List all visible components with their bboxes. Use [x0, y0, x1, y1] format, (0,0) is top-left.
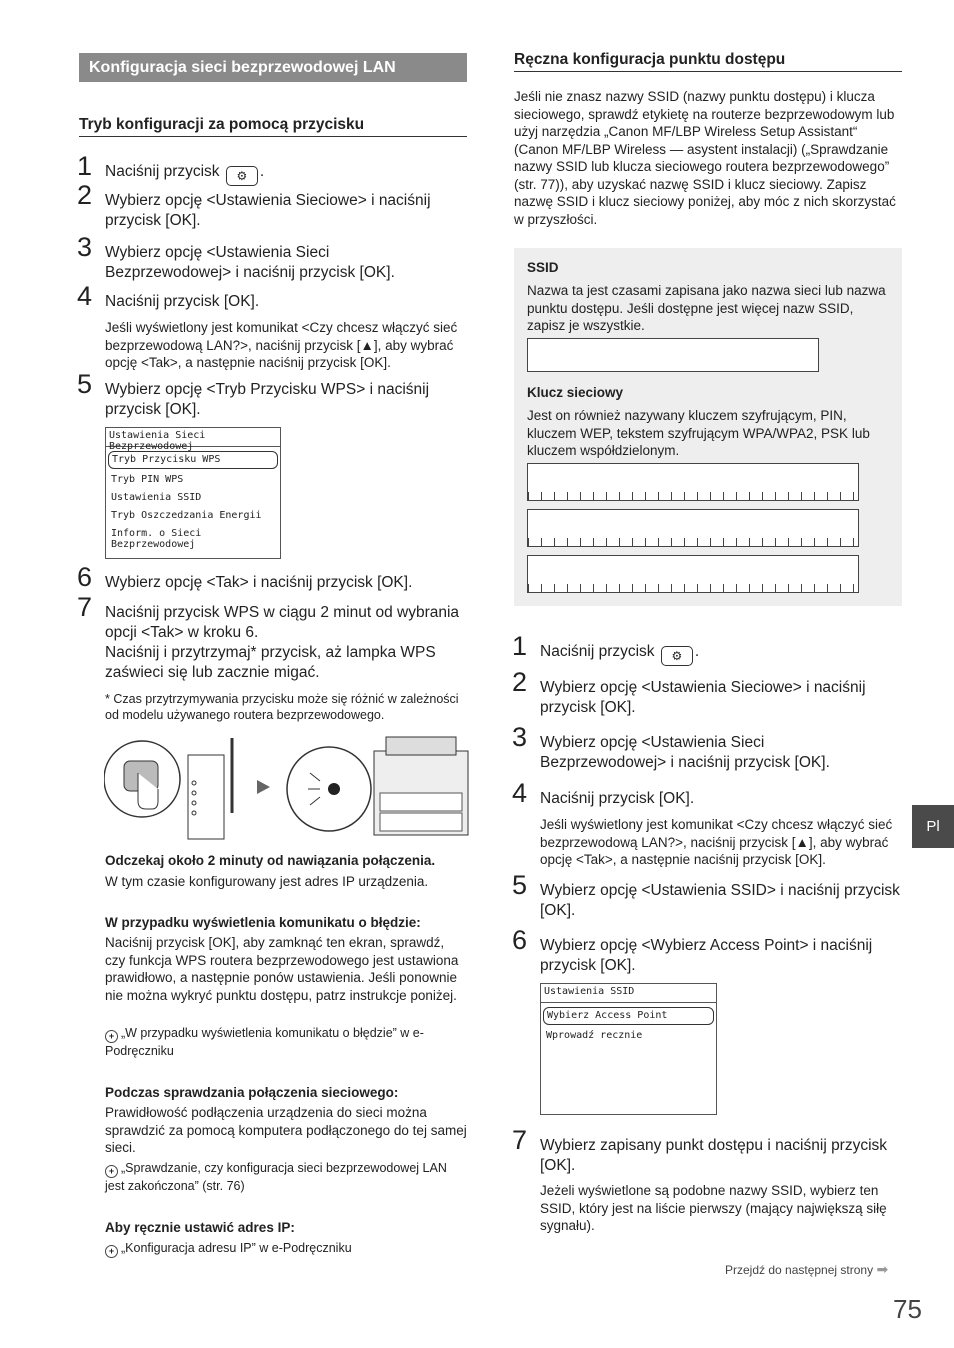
error-title: W przypadku wyświetlenia komunikatu o błędzie: — [105, 915, 421, 930]
right-step-1: 1 Naciśnij przycisk ⚙ . — [540, 642, 902, 666]
ip-title: Aby ręcznie ustawić adres IP: — [105, 1220, 295, 1235]
left-step-3: 3 Wybierz opcję <Ustawienia Sieci Bezprzewodowej> i naciśnij przycisk [OK]. — [77, 232, 395, 281]
left-step-2: 2 Wybierz opcję <Ustawienia Sieciowe> i naciśnij przycisk [OK]. — [77, 180, 431, 229]
check-title: Podczas sprawdzania połączenia sieciowego: — [105, 1085, 399, 1100]
reference-icon: + — [105, 1030, 118, 1043]
left-step-4: 4 Naciśnij przycisk [OK]. — [77, 281, 260, 311]
wait-text: W tym czasie konfigurowany jest adres IP urządzenia. — [105, 874, 429, 889]
lcd-item: Tryb PIN WPS — [111, 474, 184, 485]
right-step-6: 6 Wybierz opcję <Wybierz Access Point> i naciśnij przycisk [OK]. — [512, 925, 873, 974]
right-step-4: 4 Naciśnij przycisk [OK]. — [512, 778, 695, 808]
ip-ref: + „Konfiguracja adresu IP” w e-Podręczniku — [105, 1240, 467, 1258]
ssid-text: Nazwa ta jest czasami zapisana jako nazwa sieci lub nazwa punktu dostępu. Jeśli dostępne jest więcej nazw SSID, zapisz je wszystkie. — [527, 283, 886, 333]
lcd-ssid-settings — [540, 983, 717, 1115]
lcd-item: Ustawienia SSID — [111, 492, 202, 503]
section-title: Konfiguracja sieci bezprzewodowej LAN — [79, 53, 467, 82]
left-step-5: 5 Wybierz opcję <Tryb Przycisku WPS> i naciśnij przycisk [OK]. — [77, 369, 430, 418]
right-step-2: 2 Wybierz opcję <Ustawienia Sieciowe> i naciśnij przycisk [OK]. — [512, 667, 866, 716]
error-text: Naciśnij przycisk [OK], aby zamknąć ten ekran, sprawdź, czy funkcja WPS routera bezprzewodowego jest ustawiona prawidłowo, a następnie ponów ustawienia. Jeśli ponownie nie można wykryć punktu dostępu, patrz instrukcje poniżej. — [105, 935, 459, 1003]
left-step-6: 6 Wybierz opcję <Tak> i naciśnij przycisk [OK]. — [77, 562, 413, 592]
menu-key-icon: ⚙ — [226, 166, 258, 186]
key-write-field — [527, 509, 859, 547]
left-step-4-note: Jeśli wyświetlony jest komunikat <Czy chcesz włączyć sieć bezprzewodową LAN?>, naciśnij przycisk [▲], aby wybrać opcję <Tak>, a następnie naciśnij przycisk [OK]. — [105, 320, 458, 370]
lcd-item-selected: Tryb Przycisku WPS — [108, 451, 278, 469]
right-subhead: Ręczna konfiguracja punktu dostępu — [514, 51, 902, 72]
key-write-field — [527, 555, 859, 593]
right-step-4-note: Jeśli wyświetlony jest komunikat <Czy chcesz włączyć sieć bezprzewodową LAN?>, naciśnij przycisk [▲], aby wybrać opcję <Tak>, a następnie naciśnij przycisk [OK]. — [540, 817, 893, 867]
reference-icon: + — [105, 1165, 118, 1178]
left-subhead: Tryb konfiguracji za pomocą przycisku — [79, 116, 467, 137]
key-text: Jest on również nazywany kluczem szyfrującym, PIN, kluczem WEP, tekstem szyfrującym WPA/WPA2, PSK lub kluczem współdzielonym. — [527, 408, 870, 458]
arrow-icon — [257, 780, 270, 794]
right-intro: Jeśli nie znasz nazwy SSID (nazwy punktu dostępu) i klucza sieciowego, sprawdź etykietę na routerze bezprzewodowym lub użyj narzędzia „Canon MF/LBP Wireless Setup Assistant“ (Canon MF/LBP Wireless — asystent instalacji) („Sprawdzanie nazwy SSID lub klucza sieciowego routera bezprzewodowego” (str. 77)), aby uzyskać nazwę SSID i klucz sieciowy. Zapisz nazwę SSID i klucz sieciowy poniżej, aby móc z nich skorzystać w przyszłości. — [514, 89, 896, 227]
reference-icon: + — [105, 1245, 118, 1258]
right-step-3: 3 Wybierz opcję <Ustawienia Sieci Bezprzewodowej> i naciśnij przycisk [OK]. — [512, 722, 830, 771]
left-step-7: 7 Naciśnij przycisk WPS w ciągu 2 minut od wybrania opcji <Tak> w kroku 6. Naciśnij i przytrzymaj* przycisk, aż lampka WPS zaświeci się lub zacznie migać. — [77, 592, 460, 681]
footnote: * Czas przytrzymywania przycisku może się różnić w zależności od modelu używanego routera bezprzewodowego. — [105, 692, 459, 722]
check-ref: + „Sprawdzanie, czy konfiguracja sieci bezprzewodowej LAN jest zakończona” (str. 76) — [105, 1161, 447, 1193]
ssid-write-field — [527, 338, 819, 372]
right-step-5: 5 Wybierz opcję <Ustawienia SSID> i naciśnij przycisk [OK]. — [512, 870, 900, 919]
lcd-header: Ustawienia SSID — [541, 984, 716, 1003]
router-icon — [188, 755, 224, 839]
wait-title: Odczekaj około 2 minuty od nawiązania połączenia. — [105, 853, 436, 868]
lcd-item: Tryb Oszczedzania Energii — [111, 510, 262, 521]
next-page-hint: Przejdź do następnej strony ➡ — [725, 1261, 889, 1277]
lcd-wireless-settings — [105, 427, 281, 559]
error-ref: + „W przypadku wyświetlenia komunikatu o błędzie” w e-Podręczniku — [105, 1026, 424, 1058]
key-title: Klucz sieciowy — [527, 385, 624, 400]
right-step-7: 7 Wybierz zapisany punkt dostępu i naciśnij przycisk [OK]. — [512, 1125, 888, 1174]
arrow-right-icon: ➡ — [876, 1261, 889, 1277]
right-step-7-note: Jeżeli wyświetlone są podobne nazwy SSID, wybierz ten SSID, który jest na liście pierwszy (mający największą siłę sygnału). — [540, 1183, 887, 1233]
ssid-title: SSID — [527, 260, 559, 275]
left-step-1: 1 Naciśnij przycisk ⚙ . — [105, 162, 467, 186]
language-tab: Pl — [912, 805, 954, 848]
lcd-item-selected: Wybierz Access Point — [543, 1007, 714, 1025]
lcd-header: Ustawienia Sieci Bezprzewodowej — [106, 428, 280, 447]
page-number: 75 — [893, 1294, 922, 1324]
check-text: Prawidłowość podłączenia urządzenia do sieci można sprawdzić za pomocą komputera podłączonego do tej samej sieci. — [105, 1105, 467, 1155]
wps-illustration — [104, 733, 470, 841]
lcd-item: Wprowadź recznie — [546, 1030, 643, 1041]
key-write-field — [527, 463, 859, 501]
lcd-item: Inform. o Sieci Bezprzewodowej — [111, 528, 202, 550]
menu-key-icon: ⚙ — [661, 646, 693, 666]
